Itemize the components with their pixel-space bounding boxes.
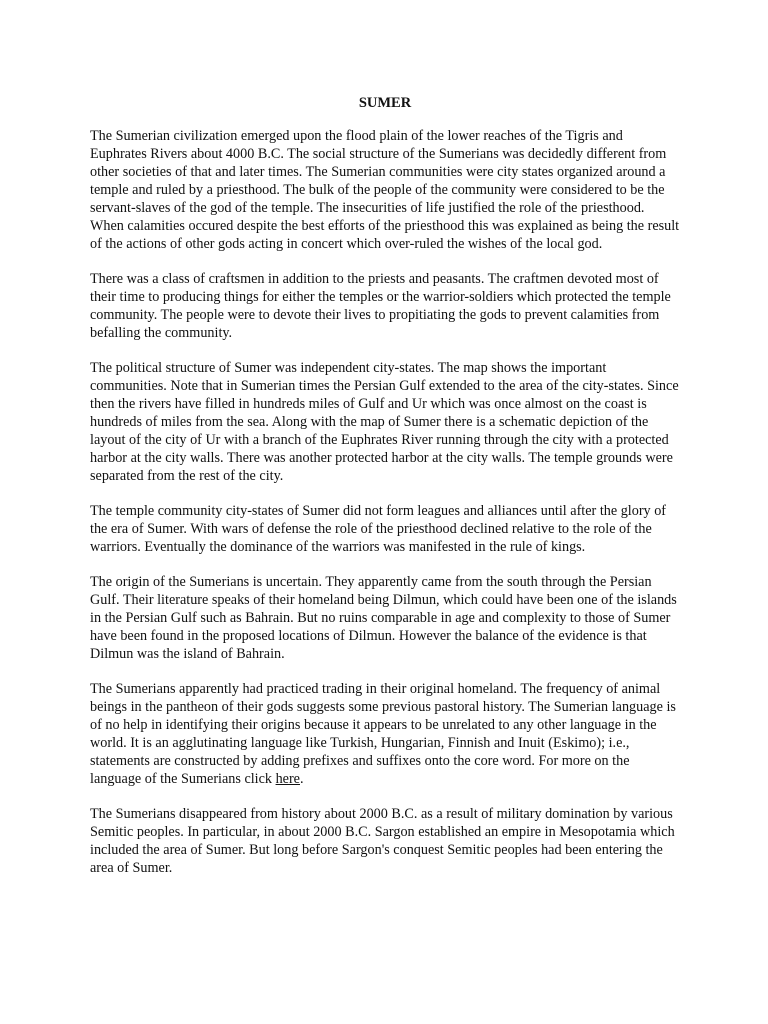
paragraph-disappearance: The Sumerians disappeared from history about 2000 B.C. as a result of military domination by various Semitic peoples. In particular, in about 2000 B.C. Sargon established an empire in Mesopotamia which included the area of Sumer. But long before Sargon's conquest Semitic peoples had been entering the area of Sumer. bbox=[90, 806, 675, 876]
language-link[interactable]: here bbox=[275, 771, 300, 787]
paragraph-craftsmen: There was a class of craftsmen in addition to the priests and peasants. The craftmen devoted most of their time to producing things for either the temples or the warrior-soldiers which protected the temple community. The people were to devote their lives to propitiating the gods to prevent calamities from befalling the community. bbox=[90, 271, 671, 341]
paragraph-civilization: The Sumerian civilization emerged upon the flood plain of the lower reaches of the Tigris and Euphrates Rivers about 4000 B.C. The social structure of the Sumerians was decidedly different from other societies of that and later times. The Sumerian communities were city states organized around a temple and ruled by a priesthood. The bulk of the people of the community were considered to be the servant-slaves of the god of the temple. The insecurities of life justified the role of the priesthood. When calamities occured despite the best efforts of the priesthood this was explained as being the result of the actions of other gods acting in concert which over-ruled the wishes of the local god. bbox=[90, 128, 680, 252]
paragraph-origin: The origin of the Sumerians is uncertain. They apparently came from the south through the Persian Gulf. Their literature speaks of their homeland being Dilmun, which could have been one of the islands in the Persian Gulf such as Bahrain. But no ruins comparable in age and complexity to those of Sumer have been found in the proposed locations of Dilmun. However the balance of the evidence is that Dilmun was the island of Bahrain. bbox=[90, 574, 677, 662]
paragraph-temple-community: The temple community city-states of Sumer did not form leagues and alliances until after the glory of the era of Sumer. With wars of defense the role of the priesthood declined relative to the role of the warriors. Eventually the dominance of the warriors was manifested in the rule of kings. bbox=[90, 503, 667, 555]
document-title: SUMER bbox=[358, 95, 412, 111]
document-page bbox=[90, 94, 680, 894]
paragraph-language-trailing: . bbox=[299, 771, 304, 787]
paragraph-language bbox=[90, 680, 680, 788]
paragraph-political-structure: The political structure of Sumer was independent city-states. The map shows the important communities. Note that in Sumerian times the Persian Gulf extended to the area of the city-states. Since then the rivers have filled in hundreds miles of Gulf and Ur which was once almost on the coast is hundreds of miles from the sea. Along with the map of Sumer there is a schematic depiction of the layout of the city of Ur with a branch of the Euphrates River running through the city with a protected harbor at the city walls. There was another protected harbor at the city walls. The temple grounds were separated from the rest of the city. bbox=[90, 360, 679, 484]
paragraph-language-text: The Sumerians apparently had practiced trading in their original homeland. The frequency of animal beings in the pantheon of their gods suggests some previous pastoral history. The Sumerian language is of no help in identifying their origins because it appears to be unrelated to any other language in the world. It is an agglutinating language like Turkish, Hungarian, Finnish and Inuit (Eskimo); i.e., statements are constructed by adding prefixes and suffixes onto the core word. For more on the language of the Sumerians click bbox=[90, 681, 676, 787]
